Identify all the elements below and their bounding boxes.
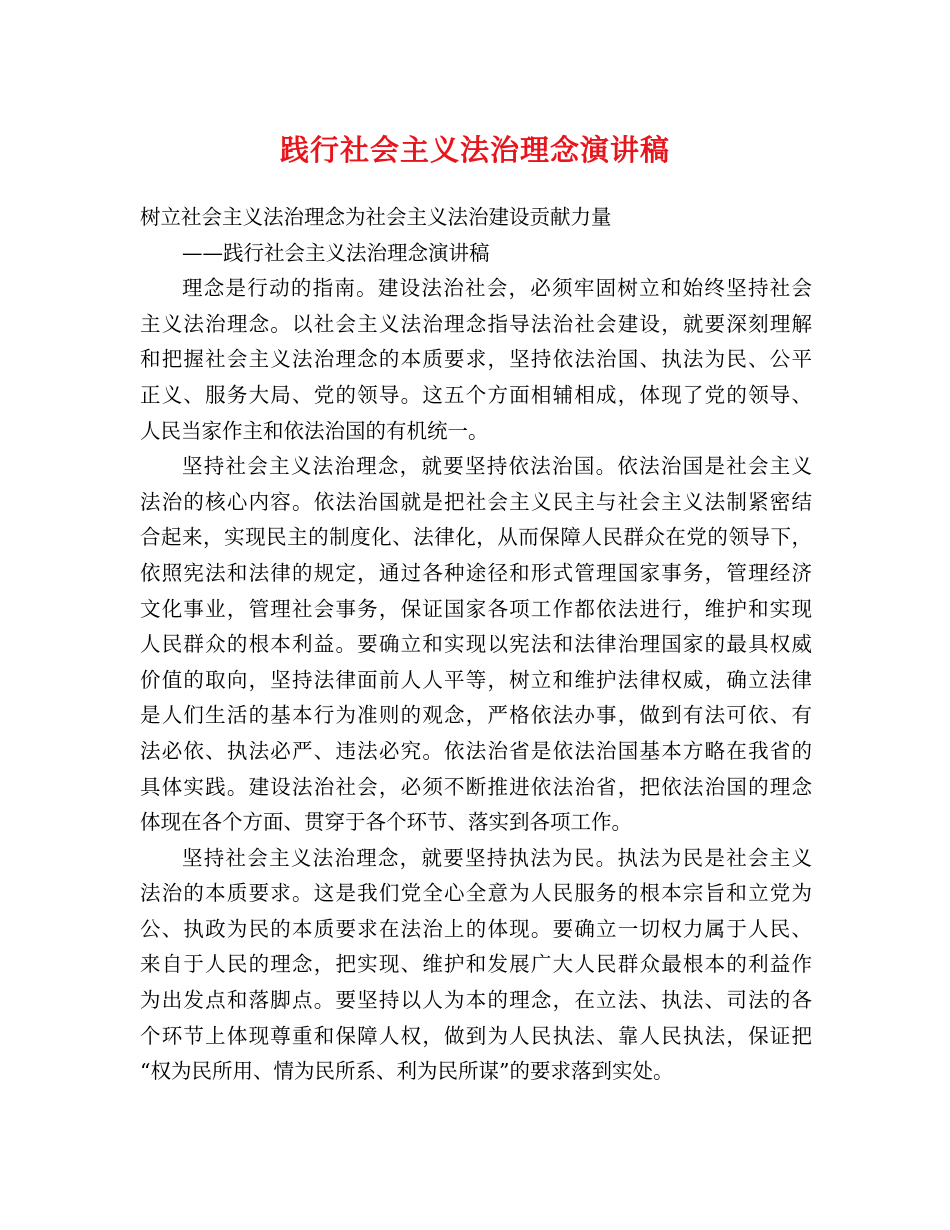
paragraph-line: 是人们生活的基本行为准则的观念，严格依法办事，做到有法可依、有 xyxy=(140,703,812,728)
paragraph-line: 具体实践。建设法治社会，必须不断推进依法治省，把依法治国的理念 xyxy=(140,774,812,799)
document-title: 践行社会主义法治理念演讲稿 xyxy=(279,133,670,167)
paragraph-3 xyxy=(140,841,812,1090)
paragraph-line: 来自于人民的理念，把实现、维护和发展广大人民群众最根本的利益作 xyxy=(140,952,812,977)
paragraph-line: “权为民所用、情为民所系、利为民所谋”的要求落到实处。 xyxy=(140,1059,674,1084)
document-body xyxy=(140,200,812,1090)
paragraph-line: 和把握社会主义法治理念的本质要求，坚持依法治国、执法为民、公平 xyxy=(140,347,812,372)
paragraph-line: 依照宪法和法律的规定，通过各种途径和形式管理国家事务，管理经济 xyxy=(140,560,812,585)
paragraph-2 xyxy=(140,449,812,841)
paragraph-1 xyxy=(140,271,812,449)
paragraph-line: 文化事业，管理社会事务，保证国家各项工作都依法进行，维护和实现 xyxy=(140,596,812,621)
document-subtitle: 树立社会主义法治理念为社会主义法治建设贡献力量 xyxy=(140,205,612,229)
paragraph-line: 个环节上体现尊重和保障人权，做到为人民执法、靠人民执法，保证把 xyxy=(140,1023,812,1048)
paragraph-line: 理念是行动的指南。建设法治社会，必须牢固树立和始终坚持社会 xyxy=(182,276,812,301)
paragraph-line: 体现在各个方面、贯穿于各个环节、落实到各项工作。 xyxy=(140,810,632,835)
paragraph-line: 正义、服务大局、党的领导。这五个方面相辅相成，体现了党的领导、 xyxy=(140,382,812,407)
paragraph-line: 为出发点和落脚点。要坚持以人为本的理念，在立法、执法、司法的各 xyxy=(140,988,812,1013)
paragraph-line: 人民当家作主和依法治国的有机统一。 xyxy=(140,418,489,443)
paragraph-line: 价值的取向，坚持法律面前人人平等，树立和维护法律权威，确立法律 xyxy=(140,667,812,692)
paragraph-line: 法必依、执法必严、违法必究。依法治省是依法治国基本方略在我省的 xyxy=(140,738,812,763)
paragraph-line: 坚持社会主义法治理念，就要坚持执法为民。执法为民是社会主义 xyxy=(182,845,812,870)
paragraph-line: 合起来，实现民主的制度化、法律化，从而保障人民群众在党的领导下， xyxy=(140,525,812,550)
paragraph-line: 主义法治理念。以社会主义法治理念指导法治社会建设，就要深刻理解 xyxy=(140,311,812,336)
paragraph-line: 法治的本质要求。这是我们党全心全意为人民服务的根本宗旨和立党为 xyxy=(140,881,812,906)
paragraph-line: 人民群众的根本利益。要确立和实现以宪法和法律治理国家的最具权威 xyxy=(140,632,812,657)
paragraph-line: 法治的核心内容。依法治国就是把社会主义民主与社会主义法制紧密结 xyxy=(140,489,812,514)
document-byline: ——践行社会主义法治理念演讲稿 xyxy=(182,240,490,265)
paragraph-line: 公、执政为民的本质要求在法治上的体现。要确立一切权力属于人民、 xyxy=(140,916,812,941)
paragraph-line: 坚持社会主义法治理念，就要坚持依法治国。依法治国是社会主义 xyxy=(182,454,812,479)
